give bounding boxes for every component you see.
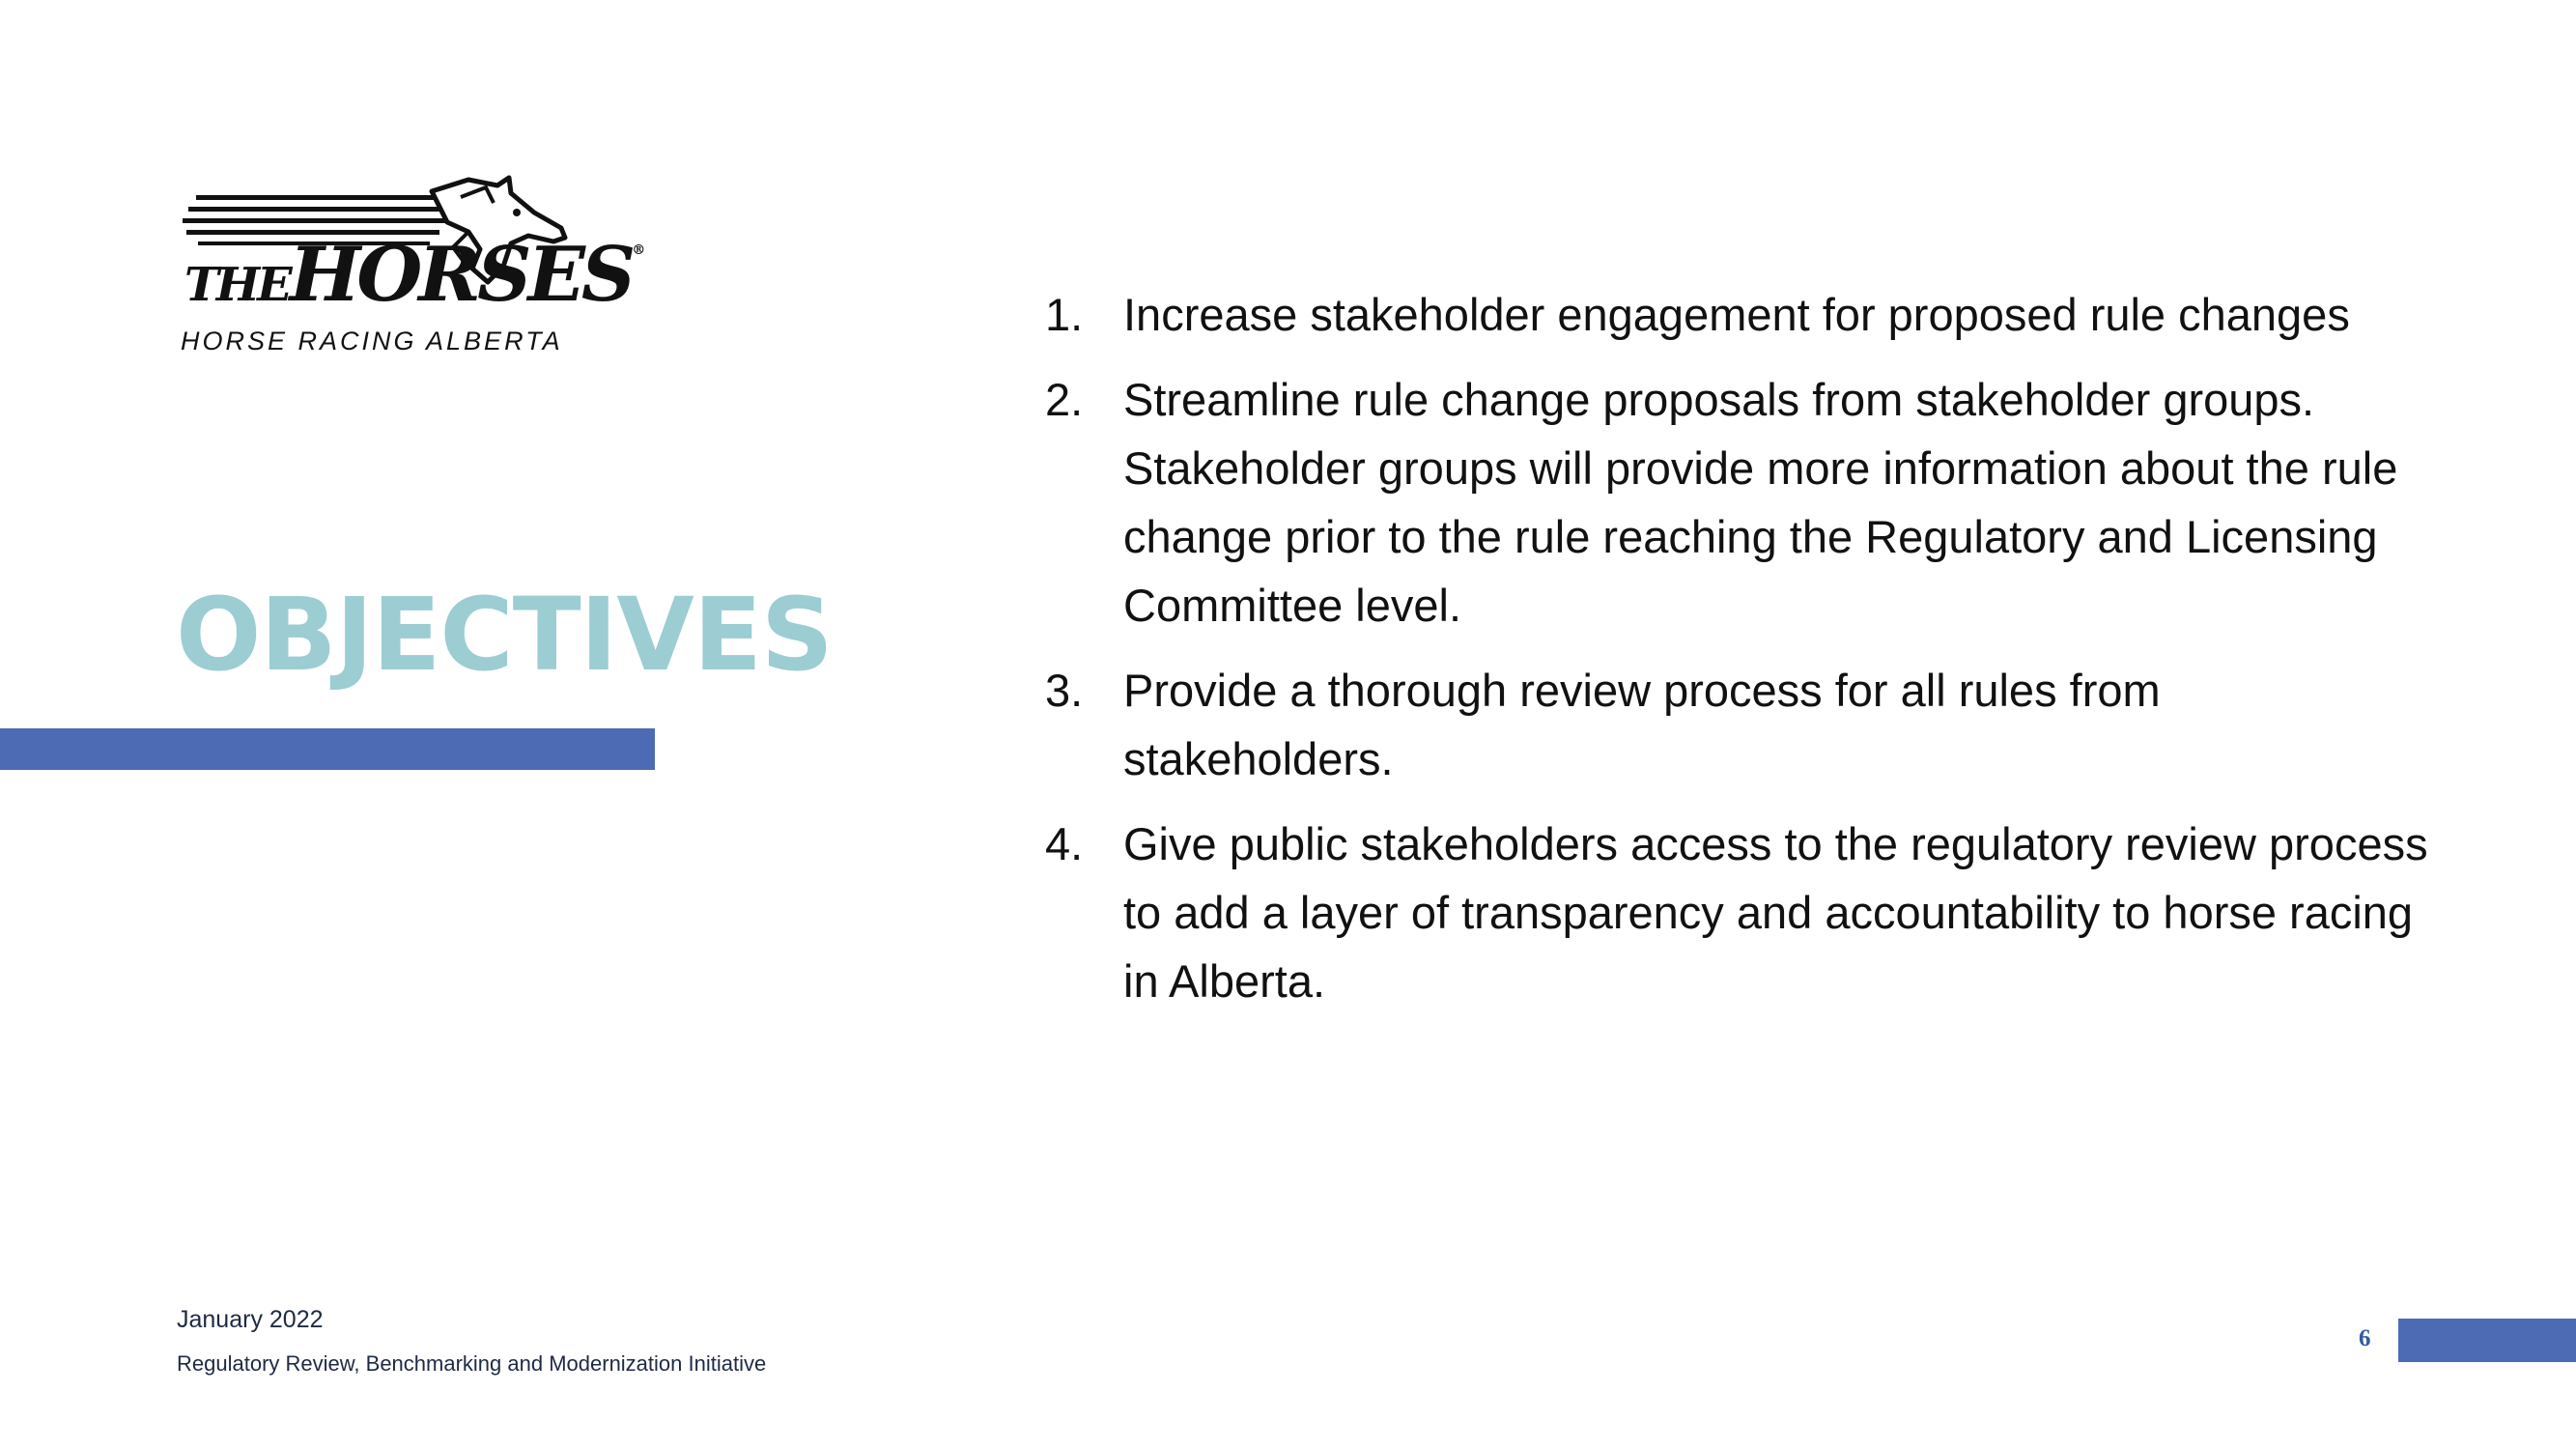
footer-initiative: Regulatory Review, Benchmarking and Modernization Initiative (177, 1351, 767, 1376)
objective-text: Provide a thorough review process for all rules from stakeholders. (1123, 665, 2161, 784)
objective-item (1045, 280, 2436, 349)
logo-wordmark-the: THE (184, 258, 290, 312)
page-title: OBJECTIVES (176, 576, 833, 694)
footer-accent-bar (2398, 1319, 2576, 1362)
logo-wordmark-horses: HORSES (289, 231, 633, 319)
objective-number: 3. (1045, 665, 1084, 716)
objectives-list (1045, 280, 2436, 1032)
objective-number: 4. (1045, 818, 1084, 869)
objective-item (1045, 810, 2436, 1015)
objective-text: Increase stakeholder engagement for proposed rule changes (1123, 289, 2350, 340)
objective-item (1045, 365, 2436, 639)
objective-number: 1. (1045, 289, 1084, 340)
objective-number: 2. (1045, 374, 1084, 425)
page-number: 6 (2359, 1325, 2371, 1351)
objective-text: Give public stakeholders access to the regulatory review process to add a layer of transparency and accountability to horse racing in Alberta. (1123, 818, 2428, 1007)
logo-subtitle: HORSE RACING ALBERTA (181, 327, 563, 355)
logo-wordmark (184, 231, 646, 319)
registered-mark: ® (632, 242, 646, 258)
footer-date: January 2022 (177, 1306, 324, 1333)
objective-text: Streamline rule change proposals from stakeholder groups. Stakeholder groups will provide more information about the rule change prior to the rule reaching the Regulatory and Licensing Committee level. (1123, 374, 2398, 631)
objective-item (1045, 656, 2436, 793)
title-accent-bar (0, 728, 655, 770)
logo (179, 174, 646, 357)
